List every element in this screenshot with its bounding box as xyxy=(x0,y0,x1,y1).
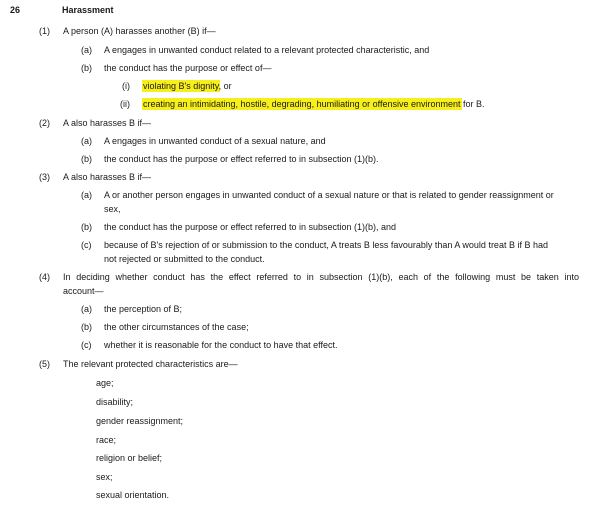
subsection-3-number: (3) xyxy=(39,172,50,182)
characteristic-item: disability; xyxy=(96,397,134,407)
s1-b-number: (b) xyxy=(81,63,92,73)
s1-i-line xyxy=(143,81,232,92)
s3-c-line1: because of B's rejection of or submission to the conduct, A treats B less favourably than A would treat B if B had xyxy=(104,240,548,250)
s1-i-rest: , or xyxy=(218,81,232,91)
characteristic-item: sexual orientation. xyxy=(96,490,170,500)
s3-c-line2: not rejected or submitted to the conduct. xyxy=(104,254,265,264)
s4-line1: In deciding whether conduct has the effect referred to in subsection (1)(b), each of the following must be taken into xyxy=(63,272,579,282)
s2-b-number: (b) xyxy=(81,154,92,164)
s1-ii-line xyxy=(143,99,485,110)
s1-ii-highlight: creating an intimidating, hostile, degrading, humiliating or offensive environment xyxy=(143,99,461,109)
s2-b-text: the conduct has the purpose or effect referred to in subsection (1)(b). xyxy=(104,154,379,164)
s1-ii-number: (ii) xyxy=(120,99,130,109)
s3-a-line1: A or another person engages in unwanted conduct of a sexual nature or that is related to gender reassignment or xyxy=(104,190,554,200)
subsection-5-number: (5) xyxy=(39,359,50,369)
s2-a-text: A engages in unwanted conduct of a sexual nature, and xyxy=(104,136,326,146)
subsection-2-text: A also harasses B if— xyxy=(63,118,152,128)
subsection-2-number: (2) xyxy=(39,118,50,128)
s1-ii-rest: for B. xyxy=(460,99,485,109)
s1-a-number: (a) xyxy=(81,45,92,55)
subsection-4-number: (4) xyxy=(39,272,50,282)
section-number: 26 xyxy=(10,5,21,15)
characteristic-item: gender reassignment; xyxy=(96,416,184,426)
s3-b-number: (b) xyxy=(81,222,92,232)
s1-i-number: (i) xyxy=(122,81,130,91)
s4-b-text: the other circumstances of the case; xyxy=(104,322,249,332)
s3-a-line2: sex, xyxy=(104,204,121,214)
s3-a-number: (a) xyxy=(81,190,92,200)
characteristic-item: age; xyxy=(96,378,114,388)
s1-a-text: A engages in unwanted conduct related to a relevant protected characteristic, and xyxy=(104,45,430,55)
s3-c-number: (c) xyxy=(81,240,92,250)
s4-a-number: (a) xyxy=(81,304,92,314)
s4-b-number: (b) xyxy=(81,322,92,332)
subsection-1-text: A person (A) harasses another (B) if— xyxy=(63,26,216,36)
subsection-5-text: The relevant protected characteristics are— xyxy=(63,359,238,369)
characteristic-item: race; xyxy=(96,435,117,445)
characteristic-item: sex; xyxy=(96,472,113,482)
s1-i-highlight: violating B's dignity xyxy=(143,81,219,91)
s2-a-number: (a) xyxy=(81,136,92,146)
s1-b-text: the conduct has the purpose or effect of— xyxy=(104,63,272,73)
s4-c-text: whether it is reasonable for the conduct to have that effect. xyxy=(104,340,338,350)
s4-c-number: (c) xyxy=(81,340,92,350)
subsection-1-number: (1) xyxy=(39,26,50,36)
characteristic-item: religion or belief; xyxy=(96,453,163,463)
s3-b-text: the conduct has the purpose or effect referred to in subsection (1)(b), and xyxy=(104,222,397,232)
s4-line2: account— xyxy=(63,286,104,296)
subsection-3-text: A also harasses B if— xyxy=(63,172,152,182)
s4-a-text: the perception of B; xyxy=(104,304,183,314)
section-title: Harassment xyxy=(62,5,114,15)
